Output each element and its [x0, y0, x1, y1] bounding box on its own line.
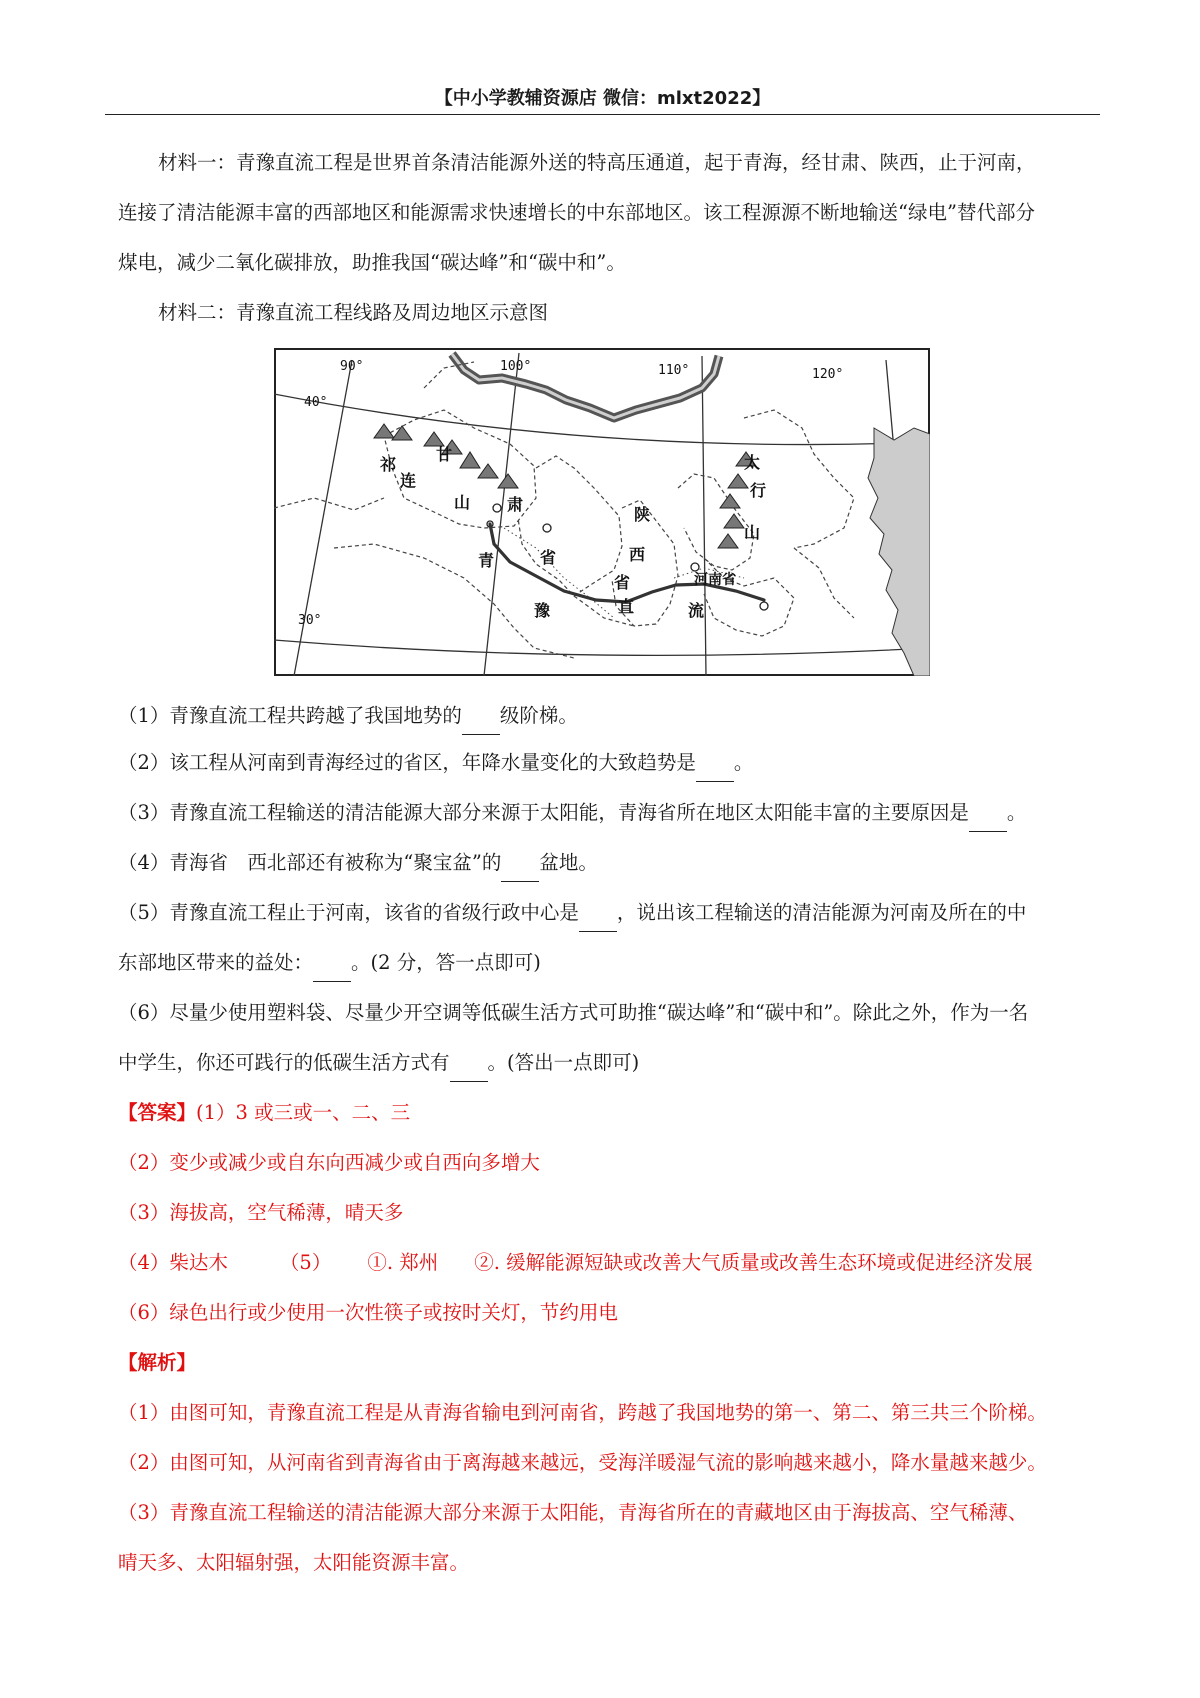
- map-lon-110: 110°: [658, 363, 690, 378]
- material1-line1: 材料一：青豫直流工程是世界首条清洁能源外送的特高压通道，起于青海，经甘肃、陕西，止于河南，: [158, 151, 1036, 174]
- map-label-lian: 连: [400, 471, 417, 490]
- map-label-shaan: 陕: [634, 505, 651, 524]
- answer-blank[interactable]: [501, 845, 539, 882]
- map-lon-100: 100°: [500, 359, 532, 374]
- map-label-shan2: 山: [744, 523, 761, 542]
- analysis-3-line1: （3）青豫直流工程输送的清洁能源大部分来源于太阳能，青海省所在的青藏地区由于海拔高、空气稀薄、: [118, 1501, 1028, 1524]
- map-label-su: 肃: [507, 495, 524, 514]
- answer-blank[interactable]: [450, 1045, 488, 1082]
- map-label-hang: 行: [750, 481, 767, 500]
- question-3: （3）青豫直流工程输送的清洁能源大部分来源于太阳能，青海省所在地区太阳能丰富的主要原因是 。: [118, 795, 1098, 832]
- answer-line-4: （4）柴达木 （5） ①. 郑州 ②. 缓解能源短缺或改善大气质量或改善生态环境或促进经济发展: [118, 1251, 1033, 1274]
- analysis-2: （2）由图可知，从河南省到青海省由于离海越来越远，受海洋暖湿气流的影响越来越小，降水量越来越少。: [118, 1451, 1047, 1474]
- answer-line-2: （2）变少或减少或自东向西减少或自西向多增大: [118, 1151, 540, 1174]
- answer-blank[interactable]: [462, 698, 500, 735]
- question-6-line1: （6）尽量少使用塑料袋、尽量少开空调等低碳生活方式可助推“碳达峰”和“碳中和”。除此之外，作为一名: [118, 1001, 1029, 1024]
- map-label-sheng-gansu: 省: [540, 548, 557, 567]
- question-6-line2: 中学生，你还可践行的低碳生活方式有 。(答出一点即可): [118, 1045, 1098, 1082]
- map-label-yu: 豫: [534, 601, 551, 620]
- answer-blank[interactable]: [696, 745, 734, 782]
- material2-title: 材料二：青豫直流工程线路及周边地区示意图: [158, 301, 549, 324]
- question-2: （2）该工程从河南到青海经过的省区，年降水量变化的大致趋势是 。: [118, 745, 1098, 782]
- map-label-qing: 青: [478, 551, 495, 570]
- map-lat-30: 30°: [298, 613, 322, 628]
- question-5-line2: 东部地区带来的益处： 。(2 分，答一点即可): [118, 945, 1098, 982]
- map-label-sheng-shaanxi: 省: [614, 573, 631, 592]
- map-label-xi: 西: [629, 545, 646, 564]
- answer-line-6: （6）绿色出行或少使用一次性筷子或按时关灯，节约用电: [118, 1301, 618, 1324]
- map-label-henan: 河南省: [694, 572, 736, 588]
- analysis-label: 【解析】: [118, 1351, 197, 1374]
- map-label-zhi: 直: [618, 597, 635, 616]
- analysis-3-line2: 晴天多、太阳辐射强，太阳能资源丰富。: [118, 1551, 470, 1574]
- route-map: [274, 348, 930, 676]
- answer-label: 【答案】: [118, 1101, 197, 1124]
- map-label-tai: 太: [744, 453, 761, 472]
- answer-blank[interactable]: [313, 945, 351, 982]
- question-1: （1）青豫直流工程共跨越了我国地势的 级阶梯。: [118, 698, 1098, 735]
- map-label-gan: 甘: [436, 445, 453, 464]
- material1-line3: 煤电，减少二氧化碳排放，助推我国“碳达峰”和“碳中和”。: [118, 251, 626, 274]
- map-label-liu: 流: [688, 601, 705, 620]
- map-label-shan: 山: [454, 493, 471, 512]
- material1-line2: 连接了清洁能源丰富的西部地区和能源需求快速增长的中东部地区。该工程源源不断地输送“绿电”替代部分: [118, 201, 1035, 224]
- map-lat-40: 40°: [304, 395, 328, 410]
- question-5-line1: （5）青豫直流工程止于河南，该省的省级行政中心是 ，说出该工程输送的清洁能源为河南及所在的中: [118, 895, 1098, 932]
- answer-blank[interactable]: [969, 795, 1007, 832]
- answer-blank[interactable]: [579, 895, 617, 932]
- map-lon-90: 90°: [340, 359, 364, 374]
- map-label-qi: 祁: [380, 455, 397, 474]
- header-rule: [105, 114, 1100, 115]
- analysis-1: （1）由图可知，青豫直流工程是从青海省输电到河南省，跨越了我国地势的第一、第二、第三共三个阶梯。: [118, 1401, 1047, 1424]
- map-lon-120: 120°: [812, 367, 844, 382]
- question-4: （4）青海省 西北部还有被称为“聚宝盆”的 盆地。: [118, 845, 1098, 882]
- answer-line-1: 【答案】(1）3 或三或一、二、三: [118, 1101, 411, 1124]
- page-header: 【中小学教辅资源店 微信：mlxt2022】: [434, 88, 771, 109]
- answer-line-3: （3）海拔高，空气稀薄，晴天多: [118, 1201, 404, 1224]
